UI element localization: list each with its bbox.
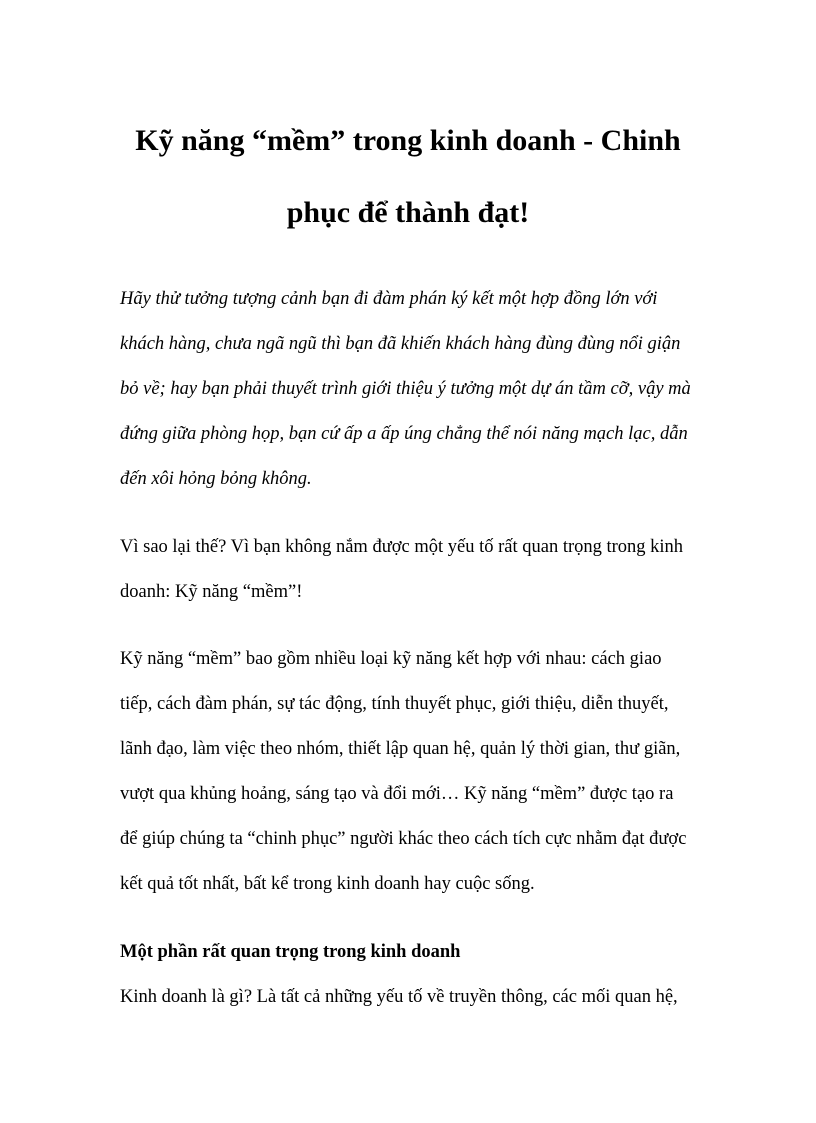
paragraph-3-line-3: lãnh đạo, làm việc theo nhóm, thiết lập quan hệ, quản lý thời gian, thư giãn, — [120, 739, 681, 759]
paragraph-3-line-4: vượt qua khủng hoảng, sáng tạo và đổi mới… Kỹ năng “mềm” được tạo ra — [120, 784, 674, 804]
paragraph-3-line-5: để giúp chúng ta “chinh phục” người khác theo cách tích cực nhằm đạt được — [120, 829, 687, 849]
intro-line-5: đến xôi hỏng bỏng không. — [120, 469, 312, 489]
section-heading: Một phần rất quan trọng trong kinh doanh — [120, 942, 461, 962]
paragraph-3-line-1: Kỹ năng “mềm” bao gồm nhiều loại kỹ năng kết hợp với nhau: cách giao — [120, 649, 662, 669]
paragraph-2-line-2: doanh: Kỹ năng “mềm”! — [120, 582, 303, 602]
intro-line-1: Hãy thử tưởng tượng cảnh bạn đi đàm phán ký kết một hợp đồng lớn với — [120, 289, 658, 309]
intro-line-3: bỏ về; hay bạn phải thuyết trình giới thiệu ý tưởng một dự án tầm cỡ, vậy mà — [120, 379, 691, 399]
document-title-line-1: Kỹ năng “mềm” trong kinh doanh - Chinh — [135, 124, 681, 157]
intro-line-4: đứng giữa phòng họp, bạn cứ ấp a ấp úng chẳng thể nói năng mạch lạc, dẫn — [120, 424, 688, 444]
document-title-line-2: phục để thành đạt! — [286, 196, 530, 229]
paragraph-2-line-1: Vì sao lại thế? Vì bạn không nắm được một yếu tố rất quan trọng trong kinh — [120, 537, 684, 557]
paragraph-3-line-6: kết quả tốt nhất, bất kể trong kinh doanh hay cuộc sống. — [120, 874, 535, 894]
intro-line-2: khách hàng, chưa ngã ngũ thì bạn đã khiến khách hàng đùng đùng nổi giận — [120, 334, 681, 354]
paragraph-4-line-1: Kinh doanh là gì? Là tất cả những yếu tố về truyền thông, các mối quan hệ, — [120, 987, 678, 1007]
paragraph-3-line-2: tiếp, cách đàm phán, sự tác động, tính thuyết phục, giới thiệu, diễn thuyết, — [120, 694, 669, 714]
